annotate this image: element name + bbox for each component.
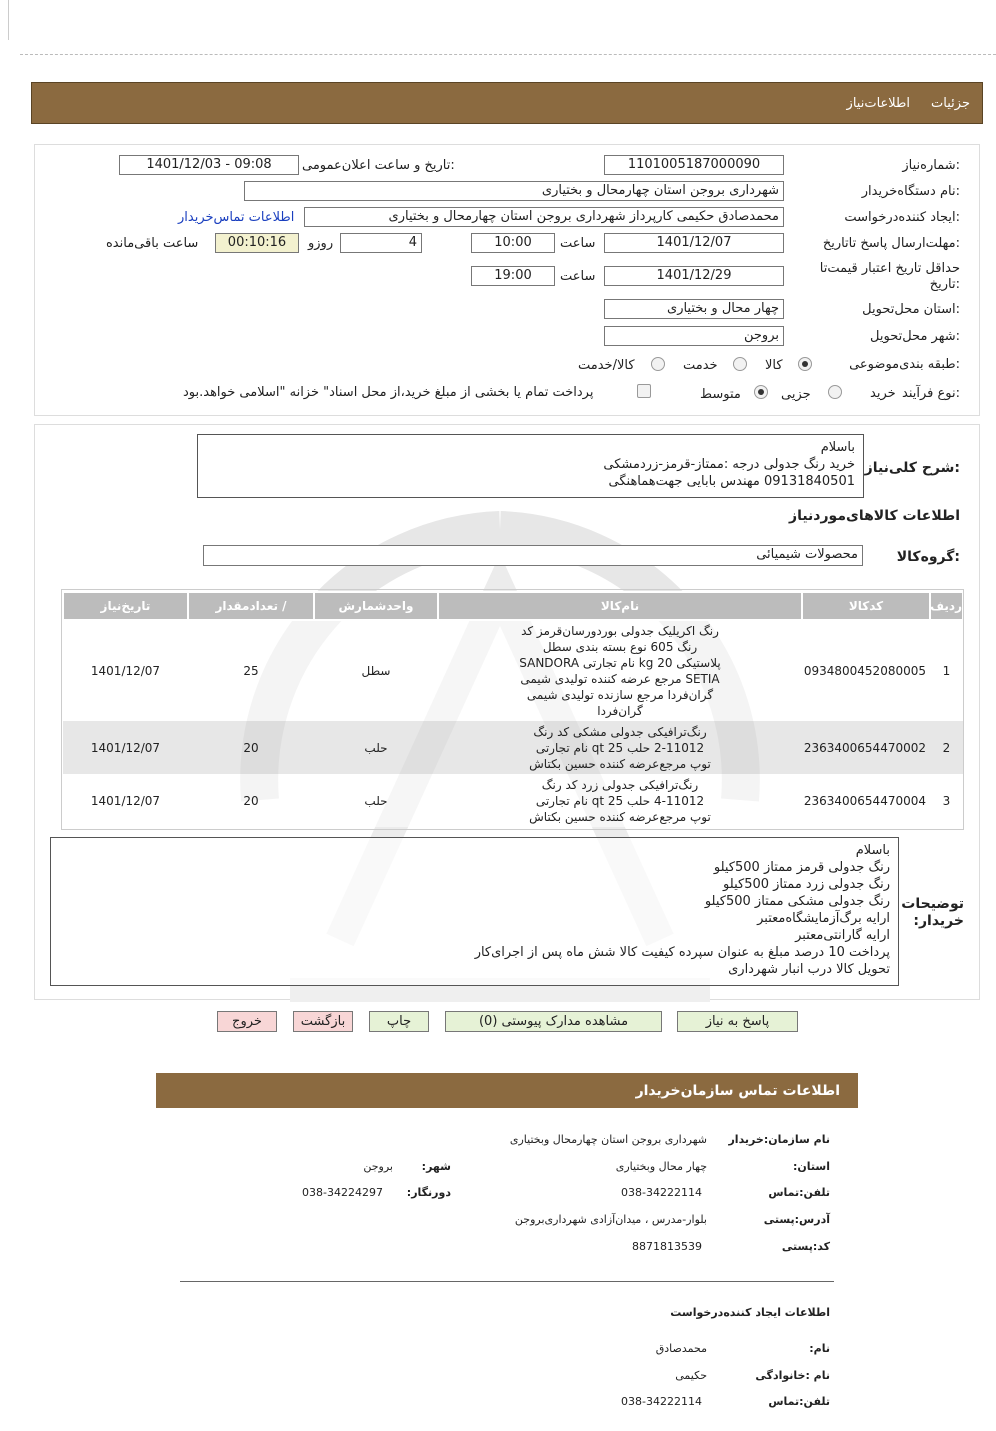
contact-city-value: بروجن xyxy=(363,1160,393,1173)
contact-address-value: بلوار-مدرس ، میدان‌آزادی شهرداری‌بروجن xyxy=(514,1213,707,1226)
category-service-label: خدمت xyxy=(683,358,718,373)
process-type-label: نوع فرآیند: xyxy=(902,386,960,401)
validity-date-field: 1401/12/29 xyxy=(604,266,784,286)
contact-province-value: چهار محال وبختیاری xyxy=(615,1160,707,1173)
goods-info-heading: اطلاعات کالاهای‌موردنیاز xyxy=(789,508,960,524)
buyer-org-field: شهرداری بروجن استان چهارمحال و بختیاری xyxy=(244,181,784,201)
deadline-label: مهلت‌ارسال پاسخ تا‌تاریخ: xyxy=(822,236,960,251)
buyer-note-line: رنگ جدولی زرد ممتاز 500کیلو xyxy=(723,877,890,892)
process-medium-label: متوسط xyxy=(700,387,741,402)
row-date: 1401/12/07 xyxy=(63,620,188,721)
creator-family-label: نام :خانوادگی xyxy=(755,1369,830,1382)
city-label: شهر محل‌تحویل: xyxy=(870,329,960,344)
remaining-label: ساعت باقی‌مانده xyxy=(106,236,199,251)
row-qty: 20 xyxy=(188,774,314,827)
contact-address-label: آدرس:پستی xyxy=(763,1213,830,1226)
goods-group-label: گروه‌کالا: xyxy=(896,549,960,565)
buyer-contact-title: اطلاعات تماس سازمان‌خریدار xyxy=(635,1083,840,1099)
province-label: استان محل‌تحویل: xyxy=(862,302,960,317)
buyer-contact-header xyxy=(156,1073,858,1108)
row-name-line: رنگ‌ترافیکی جدولی زرد کد رنگ xyxy=(541,777,699,792)
col-qty: / تعدادمقدار xyxy=(188,592,314,620)
org-label: نام سازمان:خریدار xyxy=(728,1133,830,1146)
buyer-notes-label-2: :خریدار xyxy=(913,913,964,929)
creator-phone-value: 038-34222114 xyxy=(621,1395,702,1408)
row-qty: 20 xyxy=(188,721,314,774)
goods-group-field: محصولات شیمیائی xyxy=(203,545,863,566)
process-buy-label: خرید xyxy=(870,386,896,401)
deadline-date-field: 1401/12/07 xyxy=(604,233,784,253)
row-code: 2363400654470002 xyxy=(802,721,930,774)
creator-name-label: :نام xyxy=(809,1342,830,1355)
buyer-note-line: ارایه گارانتی‌معتبر xyxy=(795,928,890,943)
row-unit: سطل xyxy=(314,620,438,721)
contact-divider xyxy=(180,1281,834,1282)
city-field: بروجن xyxy=(604,326,784,346)
row-name-line: پلاستیکی 20 kg نام تجارتی SANDORA xyxy=(519,656,721,670)
tab-details[interactable]: جزئیات xyxy=(931,96,970,111)
remaining-timer: 00:10:16 xyxy=(215,233,299,253)
days-field: 4 xyxy=(340,233,422,253)
org-value: شهرداری بروجن استان چهارمحال وبختیاری xyxy=(509,1133,707,1146)
row-unit: حلب xyxy=(314,721,438,774)
reply-button[interactable]: پاسخ به نیاز xyxy=(677,1011,798,1032)
announce-datetime-field: 1401/12/03 - 09:08 xyxy=(119,155,299,175)
summary-line: باسلام xyxy=(820,440,855,455)
row-index: 3 xyxy=(930,774,963,827)
summary-line: خرید رنگ جدولی درجه :ممتاز-قرمز-زردمشکی xyxy=(603,457,855,472)
category-service-radio[interactable] xyxy=(733,357,747,371)
buyer-contact-link[interactable]: اطلاعات تماس‌خریدار xyxy=(178,210,295,225)
contact-fax-label: :دورنگار xyxy=(406,1186,451,1199)
row-name-line: 2-11012 حلب 25 qt نام تجارتی xyxy=(535,740,705,755)
validity-time-field: 19:00 xyxy=(471,266,555,286)
deadline-time-label: ساعت xyxy=(560,236,596,251)
treasury-payment-checkbox[interactable] xyxy=(637,384,651,398)
buyer-note-line: پرداخت 10 درصد مبلغ به عنوان سپرده کیفیت کالا شش ماه پس از اجرای‌کار xyxy=(474,945,890,960)
creator-label: ایجاد کننده‌درخواست: xyxy=(844,210,960,225)
goods-table-frame xyxy=(61,589,964,830)
summary-box xyxy=(197,434,864,498)
row-name-line: رنگ 605 نوع بسته بندی سطل xyxy=(542,640,698,654)
category-goods-radio[interactable] xyxy=(798,357,812,371)
col-unit: واحدشمارش xyxy=(314,592,438,620)
creator-field: محمدصادق حکیمی کارپرداز شهرداری بروجن استان چهارمحال و بختیاری xyxy=(304,207,784,227)
validity-label: حداقل تاریخ اعتبار قیمت‌تا xyxy=(819,261,960,276)
contact-postal-value: 8871813539 xyxy=(632,1240,702,1253)
province-field: چهار محال و بختیاری xyxy=(604,299,784,319)
contact-province-label: :استان xyxy=(792,1160,830,1173)
process-partial-label: جزیی xyxy=(781,387,811,402)
tab-need-info[interactable]: اطلاعات‌نیاز xyxy=(846,96,910,111)
contact-city-label: :شهر xyxy=(421,1160,451,1173)
buyer-note-line: باسلام xyxy=(855,843,890,858)
col-name: نام‌کالا xyxy=(438,592,802,620)
row-name-line: گران‌فردا مرجع سازنده تولیدی شیمی xyxy=(526,688,714,702)
buyer-notes-label: توضیحات xyxy=(901,896,964,912)
buyer-notes-box xyxy=(50,837,899,986)
back-button[interactable]: بازگشت xyxy=(293,1011,353,1032)
creator-info-title: اطلاعات ایجاد کننده‌درخواست xyxy=(670,1306,830,1319)
col-date: تاریخ‌نیاز xyxy=(63,592,188,620)
creator-name-value: محمدصادق xyxy=(655,1342,707,1355)
row-name-line: گران‌فردا xyxy=(597,704,643,718)
top-divider xyxy=(20,54,996,55)
row-name-line: SETIA مرجع عرضه کننده تولیدی شیمی xyxy=(520,672,720,686)
buyer-note-line: ارایه برگ‌آزمایشگاه‌معتبر xyxy=(757,911,890,926)
row-unit: حلب xyxy=(314,774,438,827)
row-name-line: توپ مرجع‌عرضه کننده حسین بکتاش xyxy=(529,756,711,771)
details-header-bar xyxy=(31,82,983,124)
category-label: طبقه بندی‌موضوعی: xyxy=(849,357,960,372)
row-code: 2363400654470004 xyxy=(802,774,930,827)
row-index: 1 xyxy=(930,620,963,721)
col-index: ردیف xyxy=(930,592,963,620)
summary-label: شرح کلی‌نیاز: xyxy=(864,460,960,476)
validity-time-label: ساعت xyxy=(560,269,596,284)
announce-label: تاریخ و ساعت اعلان‌عمومی: xyxy=(302,158,455,173)
row-date: 1401/12/07 xyxy=(63,774,188,827)
row-name-line: رنگ اکریلیک جدولی بوردورسان‌قرمز کد xyxy=(521,624,719,638)
process-partial-radio[interactable] xyxy=(828,385,842,399)
buyer-note-line: تحویل کالا درب انبار شهرداری xyxy=(728,962,890,977)
view-attachments-button[interactable]: مشاهده مدارک پیوستی (0) xyxy=(445,1011,662,1032)
row-code: 0934800452080005 xyxy=(802,620,930,721)
validity-label-2: تاریخ: xyxy=(929,277,960,292)
contact-postal-label: کد:پستی xyxy=(781,1240,830,1253)
buyer-note-line: رنگ جدولی مشکی ممتاز 500کیلو xyxy=(704,894,890,909)
buyer-org-label: نام دستگاه‌خریدار: xyxy=(861,184,960,199)
row-index: 2 xyxy=(930,721,963,774)
page-edge-line xyxy=(8,0,9,40)
contact-phone-label: تلفن:تماس xyxy=(768,1186,830,1199)
category-goods-service-radio[interactable] xyxy=(651,357,665,371)
row-qty: 25 xyxy=(188,620,314,721)
deadline-time-field: 10:00 xyxy=(471,233,555,253)
need-number-label: شماره‌نیاز: xyxy=(902,158,960,173)
creator-family-value: حکیمی xyxy=(675,1369,707,1382)
process-medium-radio[interactable] xyxy=(754,385,768,399)
buyer-note-line: رنگ جدولی قرمز ممتاز 500کیلو xyxy=(713,860,890,875)
col-code: کدکالا xyxy=(802,592,930,620)
creator-phone-label: تلفن:تماس xyxy=(768,1395,830,1408)
need-number-field: 1101005187000090 xyxy=(604,155,784,175)
category-goods-label: کالا xyxy=(765,358,783,373)
row-name-line: رنگ‌ترافیکی جدولی مشکی کد رنگ xyxy=(533,724,707,739)
row-date: 1401/12/07 xyxy=(63,721,188,774)
row-name-line: توپ مرجع‌عرضه کننده حسین بکتاش xyxy=(529,809,711,824)
print-button[interactable]: چاپ xyxy=(369,1011,429,1032)
summary-line: 09131840501 مهندس بابایی جهت‌هماهنگی xyxy=(608,474,855,489)
contact-phone-value: 038-34222114 xyxy=(621,1186,702,1199)
treasury-payment-note: پرداخت تمام یا بخشی از مبلغ خرید،از محل اسناد" خزانه "اسلامی خواهد.بود xyxy=(183,385,594,400)
exit-button[interactable]: خروج xyxy=(217,1011,277,1032)
category-goods-service-label: کالا/خدمت xyxy=(578,358,635,373)
contact-fax-value: 038-34224297 xyxy=(302,1186,383,1199)
days-label: روزو xyxy=(308,236,334,251)
row-name-line: 4-11012 حلب 25 qt نام تجارتی xyxy=(535,793,705,808)
